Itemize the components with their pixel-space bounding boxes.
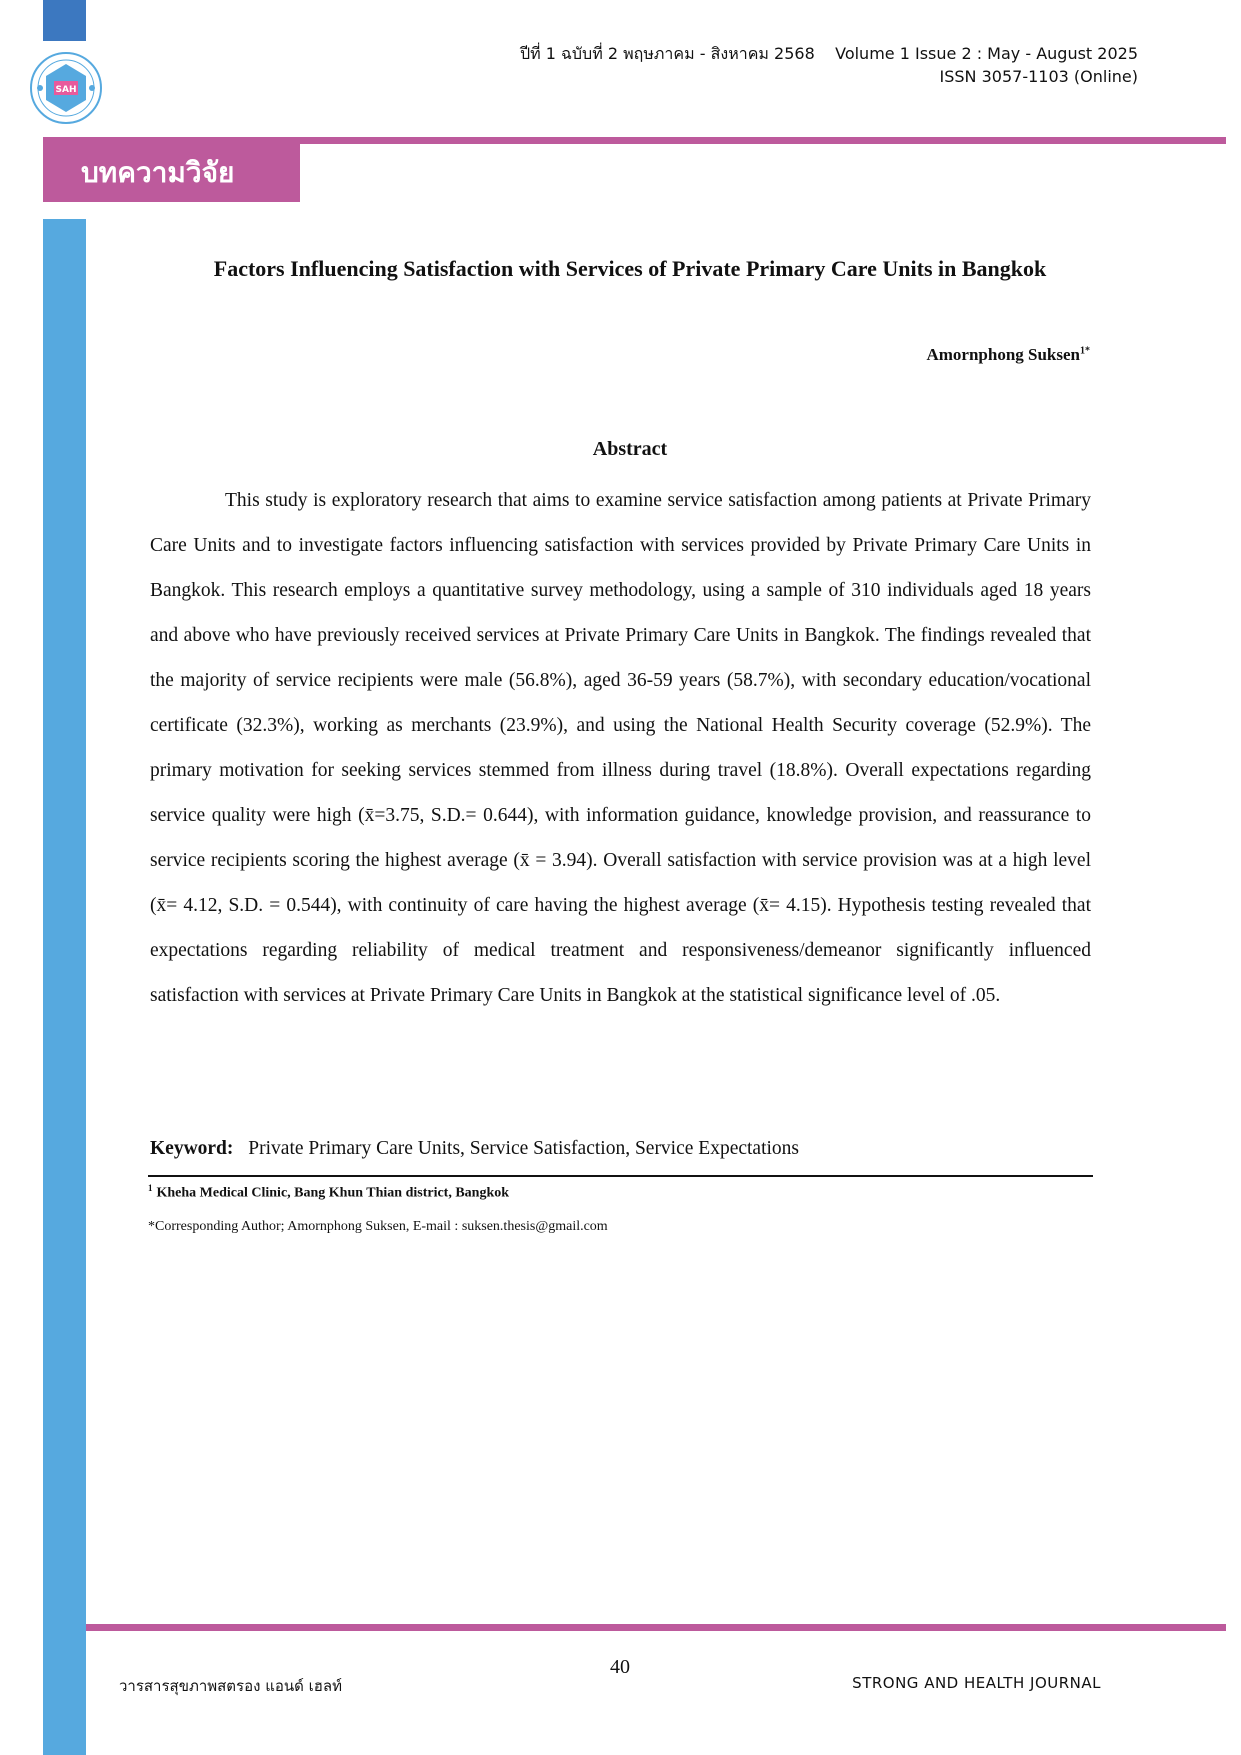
issn-line: ISSN 3057-1103 (Online) — [939, 67, 1138, 86]
author-mark: 1* — [1080, 345, 1090, 357]
author-name: Amornphong Suksen — [926, 345, 1080, 364]
side-accent-bar — [43, 219, 86, 1755]
keywords-line — [150, 1138, 799, 1160]
bottom-accent-rule — [86, 1624, 1226, 1631]
author-line — [926, 345, 1090, 365]
affiliation-mark: 1 — [148, 1183, 153, 1193]
keyword-list: Private Primary Care Units, Service Satisfaction, Service Expectations — [248, 1138, 800, 1159]
page-number: 40 — [610, 1656, 630, 1678]
top-accent-rule — [43, 137, 1226, 144]
keyword-label: Keyword: — [150, 1138, 234, 1159]
journal-logo — [28, 50, 104, 126]
issue-line: ปีที่ 1 ฉบับที่ 2 พฤษภาคม - สิงหาคม 2568 Volume 1 Issue 2 : May - August 2025 — [519, 44, 1138, 63]
footer-journal-thai: วารสารสุขภาพสตรอง แอนด์ เฮลท์ — [119, 1677, 343, 1695]
footer-journal-english: STRONG AND HEALTH JOURNAL — [852, 1674, 1101, 1692]
affiliation-text: Kheha Medical Clinic, Bang Khun Thian district, Bangkok — [156, 1185, 510, 1201]
affiliation-footnote — [148, 1183, 509, 1202]
section-tag: บทความวิจัย — [43, 144, 300, 202]
corresponding-author: *Corresponding Author; Amornphong Suksen, E-mail : suksen.thesis@gmail.com — [148, 1219, 608, 1234]
abstract-paragraph: This study is exploratory research that aims to examine service satisfaction among patients at Private Primary Care Units and to investigate factors influencing satisfaction with services provided by Private Primary Care Units in Bangkok. This research employs a quantitative survey methodology, using a sample of 310 individuals aged 18 years and above who have previously received services at Private Primary Care Units in Bangkok. The findings revealed that the majority of service recipients were male (56.8%), aged 36-59 years (58.7%), with secondary education/vocational certificate (32.3%), working as merchants (23.9%), and using the National Health Security coverage (52.9%). The primary motivation for seeking services stemmed from illness during travel (18.8%). Overall expectations regarding service quality were high (x̄=3.75, S.D.= 0.644), with information guidance, knowledge provision, and reassurance to service recipients scoring the highest average (x̄ = 3.94). Overall satisfaction with service provision was at a high level (x̄= 4.12, S.D. = 0.544), with continuity of care having the highest average (x̄= 4.15). Hypothesis testing revealed that expectations regarding reliability of medical treatment and responsiveness/demeanor significantly influenced satisfaction with services at Private Primary Care Units in Bangkok at the statistical significance level of .05. — [150, 490, 1091, 1006]
abstract-heading: Abstract — [592, 438, 668, 460]
corner-square-decoration — [43, 0, 86, 41]
footnote-divider — [148, 1175, 1093, 1177]
paper-title: Factors Influencing Satisfaction with Services of Private Primary Care Units in Bangkok — [213, 256, 1047, 281]
logo-text: SAH — [55, 85, 77, 95]
abstract-body — [150, 478, 1091, 1018]
